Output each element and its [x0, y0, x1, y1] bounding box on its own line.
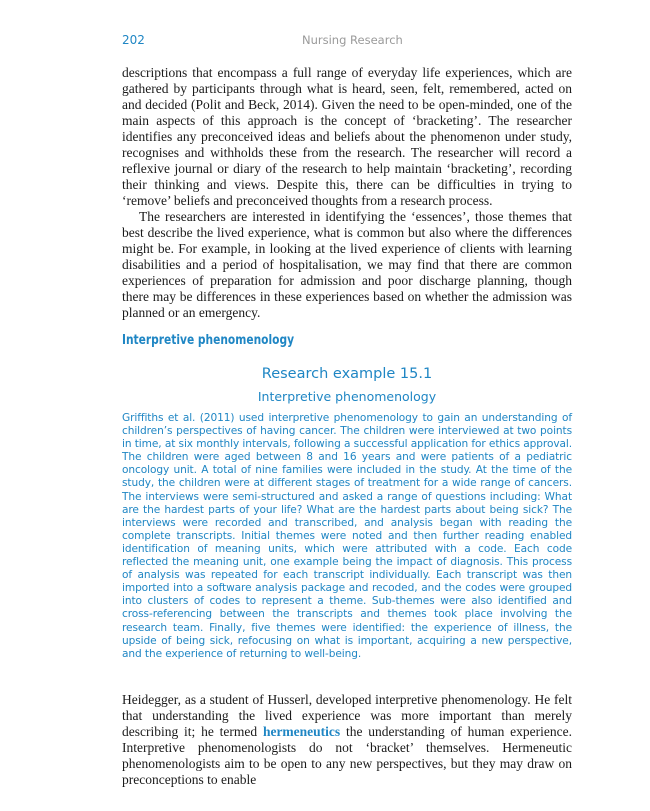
page-number: 202 [122, 33, 145, 47]
heidegger-text-end: the understanding of human experience. Interpretive phenomenologists do not ‘bracket’ themselves. Hermeneutic phenomenologists aim to be open to any new perspectives, but they may draw on preconceptions to enable [122, 724, 572, 787]
running-head [122, 33, 572, 49]
paragraph-heidegger [122, 692, 572, 788]
paragraph-bracketing: descriptions that encompass a full range of everyday life experiences, which are gathered by participants through what is heard, seen, felt, remembered, acted on and decided (Polit and Beck, 2014). Given the need to be open-minded, one of the main aspects of this approach is the concept of ‘bracketing’. The researcher identifies any preconceived ideas and beliefs about the phenomenon under study, recognises and withholds these from the research. The researcher will record a reflexive journal or diary of the research to help maintain ‘bracketing’, recording their thinking and views. Despite this, there can be difficulties in trying to ‘remove’ beliefs and preconceived thoughts from a research process. [122, 65, 572, 208]
research-example-body: Griffiths et al. (2011) used interpretive phenomenology to gain an understanding of children’s perspectives of having cancer. The children were interviewed at two points in time, at six monthly intervals, following a successful application for ethics approval. The children were aged between 8 and 16 years and were patients of a pediatric oncology unit. A total of nine families were included in the study. At the time of the study, the children were at different stages of treatment for a wide range of cancers. The interviews were semi-structured and asked a range of questions including: What are the hardest parts of your life? What are the hardest parts about being sick? The interviews were recorded and transcribed, and analysis began with reading the complete transcripts. Initial themes were noted and then further reading enabled identification of meaning units, which were attributed with a code. Each code reflected the meaning unit, one example being the impact of diagnosis. This process of analysis was repeated for each transcript individually. Each transcript was then imported into a software analysis package and recoded, and the codes were grouped into clusters of codes to represent a theme. Sub-themes were also identified and cross-referencing between the transcripts and themes took place involving the research team. Finally, five themes were identified: the experience of illness, the upside of being sick, refocusing on what is important, acquiring a new perspective, and the experience of returning to well-being. [122, 412, 572, 660]
section-heading: Interpretive phenomenology [122, 333, 295, 348]
heidegger-text-start: Heidegger, as a student of Husserl, developed interpretive phenomenology. He felt that understanding the lived experience was more important than merely describing it; he termed [122, 692, 572, 739]
research-example-box [122, 364, 572, 661]
paragraph-essences: The researchers are interested in identifying the ‘essences’, those themes that best describe the lived experience, what is common but also where the differences might be. For example, in looking at the lived experience of clients with learning disabilities and a period of hospitalisation, we may find that there are common experiences of preparation for admission and poor discharge planning, though there may be differences in these experiences based on whether the admission was planned or an emergency. [122, 209, 572, 320]
research-example-subtitle: Interpretive phenomenology [257, 389, 437, 404]
bottom-body-text [122, 692, 572, 788]
running-title: Nursing Research [302, 33, 403, 47]
research-example-title: Research example 15.1 [261, 366, 433, 382]
key-term-hermeneutics: hermeneutics [262, 724, 341, 739]
top-body-text [122, 65, 572, 321]
